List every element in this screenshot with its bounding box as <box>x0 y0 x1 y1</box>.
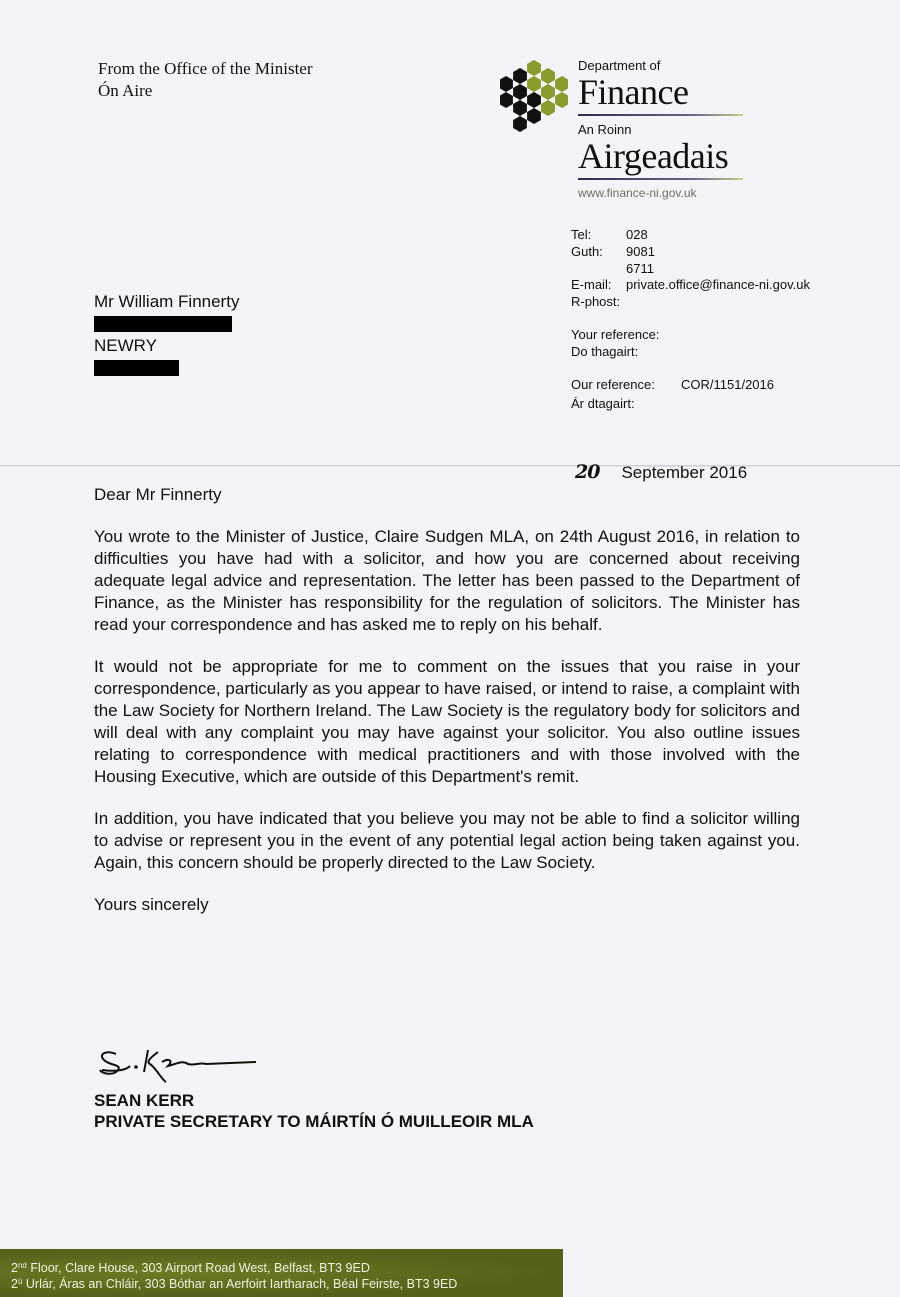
contact-block <box>571 226 810 428</box>
logo-hexagon <box>500 76 513 92</box>
floor-ordinal: nd <box>17 1261 27 1270</box>
letter-date <box>575 461 747 483</box>
address-irish-text: Urlár, Áras an Chláir, 303 Bóthar an Aerfoirt Iartharach, Béal Feirste, BT3 9ED <box>22 1277 458 1291</box>
brand-airgeadais: Airgeadais <box>578 136 729 176</box>
brand-divider <box>578 114 743 116</box>
logo-hexagon <box>527 92 541 108</box>
address-english-text: Floor, Clare House, 303 Airport Road West, Belfast, BT3 9ED <box>26 1261 370 1275</box>
brand-divider <box>578 178 743 180</box>
contact-email <box>571 276 810 310</box>
email-value-link[interactable]: private.office@finance-ni.gov.uk <box>626 277 810 292</box>
salutation: Dear Mr Finnerty <box>94 485 222 504</box>
your-ref-label: Your reference: <box>571 327 660 342</box>
tel-value: 028 9081 6711 <box>626 227 655 276</box>
signatory-title: PRIVATE SECRETARY TO MÁIRTÍN Ó MUILLEOIR MLA <box>94 1112 534 1131</box>
department-brand <box>578 58 743 200</box>
logo-hexagon <box>513 84 527 100</box>
office-line-irish: Ón Aire <box>98 81 153 100</box>
office-heading <box>98 58 313 102</box>
signatory-name: SEAN KERR <box>94 1091 195 1110</box>
recipient-town: NEWRY <box>94 336 157 355</box>
paragraph-2: It would not be appropriate for me to comment on the issues that you raise in your correspondence, particularly as you appear to have raised, or intend to raise, a complaint with the Law Society for Northern Ireland. The Law Society is the regulatory body for solicitors and will deal with any complaint you may have against your solicitor. You also outline issues relating to correspondence with medical practitioners and with those involved with the Housing Executive, which are outside of this Department's remit. <box>94 657 800 786</box>
floor-ordinal-irish: ú <box>17 1277 23 1286</box>
logo-hexagon <box>527 108 541 124</box>
signatory <box>94 1090 534 1132</box>
handwritten-day: 20 <box>575 461 600 483</box>
logo-hexagon <box>541 100 555 116</box>
logo-hexagon <box>527 76 541 92</box>
contact-your-reference <box>571 326 659 360</box>
logo-hexagon <box>555 92 568 108</box>
logo-hexagon <box>555 76 568 92</box>
redacted-address-line <box>94 316 232 332</box>
logo-hexagon <box>541 84 555 100</box>
footer-address-english <box>11 1259 563 1275</box>
email-label-irish: R-phost: <box>571 294 621 309</box>
date-month-year: September 2016 <box>621 463 748 482</box>
your-ref-label-irish: Do thagairt: <box>571 344 639 359</box>
contact-our-reference <box>571 376 774 412</box>
floor-number-irish: 2 <box>11 1277 18 1291</box>
logo-hexagon <box>527 60 541 76</box>
brand-dept-of: Department of <box>578 58 661 73</box>
brand-an-roinn: An Roinn <box>578 122 632 137</box>
email-label: E-mail: <box>571 277 612 292</box>
recipient-address <box>94 291 239 379</box>
letter-body <box>94 484 800 936</box>
closing: Yours sincerely <box>94 895 209 914</box>
footer-address-irish <box>11 1275 563 1291</box>
logo-hexagon <box>513 116 527 132</box>
paragraph-1: You wrote to the Minister of Justice, Claire Sudgen MLA, on 24th August 2016, in relation to difficulties you have had with a solicitor, and how you are concerned about receiving adequate legal advice and representation. The letter has been passed to the Department of Finance, as the Minister has responsibility for the regulation of solicitors. The Minister has read your correspondence and has asked me to reply on his behalf. <box>94 527 800 634</box>
contact-tel <box>571 226 659 276</box>
recipient-name: Mr William Finnerty <box>94 292 240 311</box>
brand-finance: Finance <box>578 72 689 112</box>
paragraph-3: In addition, you have indicated that you believe you may not be able to find a solicitor willing to advise or represent you in the event of any potential legal action being taken against you. Again, this concern should be properly directed to the Law Society. <box>94 809 800 872</box>
brand-website-link[interactable]: www.finance-ni.gov.uk <box>578 186 697 200</box>
redacted-postcode <box>94 360 179 376</box>
tel-label-irish: Guth: <box>571 244 603 259</box>
logo-hexagon <box>500 92 513 108</box>
footer-address-bar <box>0 1249 563 1297</box>
floor-number: 2 <box>11 1261 18 1275</box>
logo-hexagon <box>513 100 527 116</box>
department-hexagon-logo-icon <box>500 60 568 132</box>
logo-hexagon <box>513 68 527 84</box>
tel-label: Tel: <box>571 227 592 242</box>
office-line-english: From the Office of the Minister <box>98 59 313 78</box>
our-ref-label-irish: Ár dtagairt: <box>571 396 635 411</box>
signature-icon <box>96 1040 266 1085</box>
our-ref-label: Our reference: <box>571 377 655 392</box>
logo-hexagon <box>541 68 555 84</box>
our-ref-value: COR/1151/2016 <box>681 377 774 392</box>
paper-fold-line <box>0 465 900 467</box>
